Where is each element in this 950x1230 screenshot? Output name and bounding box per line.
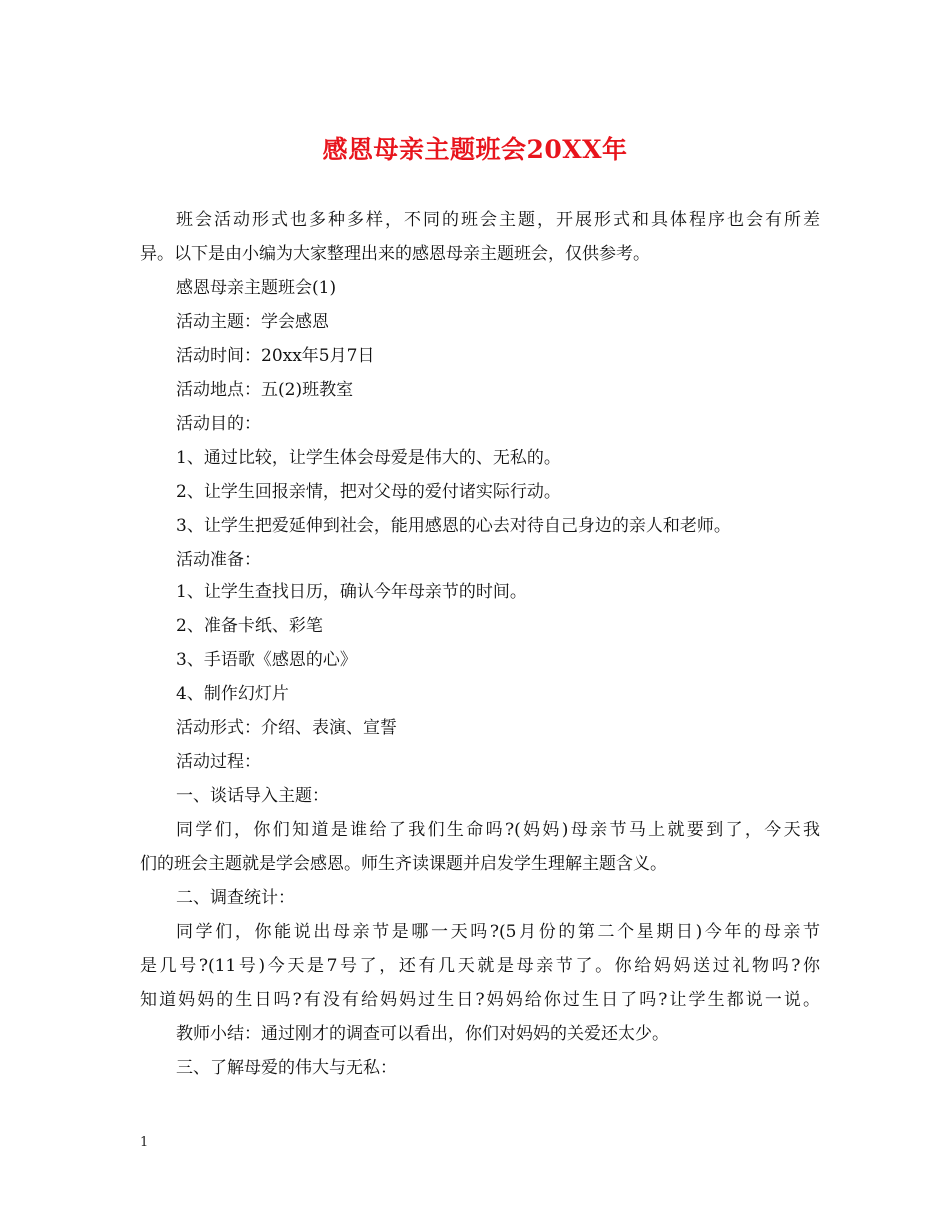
paragraph-line: 活动形式：介绍、表演、宣誓 [176, 718, 397, 738]
paragraph-line: 活动过程： [176, 752, 261, 772]
paragraph-line: 活动地点：五(2)班教室 [176, 380, 354, 400]
paragraph-line: 同学们，你们知道是谁给了我们生命吗?(妈妈)母亲节马上就要到了，今天我 [176, 820, 820, 840]
paragraph-line: 一、谈话导入主题： [176, 786, 329, 806]
paragraph-line: 教师小结：通过刚才的调查可以看出，你们对妈妈的关爱还太少。 [176, 1024, 669, 1044]
paragraph-line: 们的班会主题就是学会感恩。师生齐读课题并启发学生理解主题含义。 [140, 854, 667, 874]
paragraph-line: 4、制作幻灯片 [176, 684, 289, 704]
paragraph-line: 2、让学生回报亲情，把对父母的爱付诸实际行动。 [176, 482, 561, 502]
paragraph-line: 3、手语歌《感恩的心》 [176, 650, 357, 670]
paragraph-line: 活动时间：20xx年5月7日 [176, 346, 375, 366]
paragraph-line: 活动目的： [176, 414, 261, 434]
document-title: 感恩母亲主题班会20XX年 [322, 135, 628, 164]
paragraph-line: 1、通过比较，让学生体会母爱是伟大的、无私的。 [176, 448, 561, 468]
paragraph-line: 感恩母亲主题班会(1) [176, 278, 337, 298]
paragraph-line: 异。以下是由小编为大家整理出来的感恩母亲主题班会，仅供参考。 [140, 244, 650, 264]
paragraph-line: 活动准备： [176, 550, 261, 570]
paragraph-line: 1、让学生查找日历，确认今年母亲节的时间。 [176, 582, 527, 602]
paragraph-line: 知道妈妈的生日吗?有没有给妈妈过生日?妈妈给你过生日了吗?让学生都说一说。 [140, 990, 820, 1010]
paragraph-line: 三、了解母爱的伟大与无私： [176, 1058, 397, 1078]
paragraph-line: 二、调查统计： [176, 888, 295, 908]
paragraph-line: 3、让学生把爱延伸到社会，能用感恩的心去对待自己身边的亲人和老师。 [176, 516, 731, 536]
paragraph-line: 2、准备卡纸、彩笔 [176, 616, 323, 636]
paragraph-line: 是几号?(11号)今天是7号了，还有几天就是母亲节了。你给妈妈送过礼物吗?你 [140, 956, 820, 976]
paragraph-line: 活动主题：学会感恩 [176, 312, 329, 332]
paragraph-line: 班会活动形式也多种多样，不同的班会主题，开展形式和具体程序也会有所差 [176, 210, 820, 230]
paragraph-line: 同学们，你能说出母亲节是哪一天吗?(5月份的第二个星期日)今年的母亲节 [176, 922, 820, 942]
page-number: 1 [140, 1135, 149, 1150]
